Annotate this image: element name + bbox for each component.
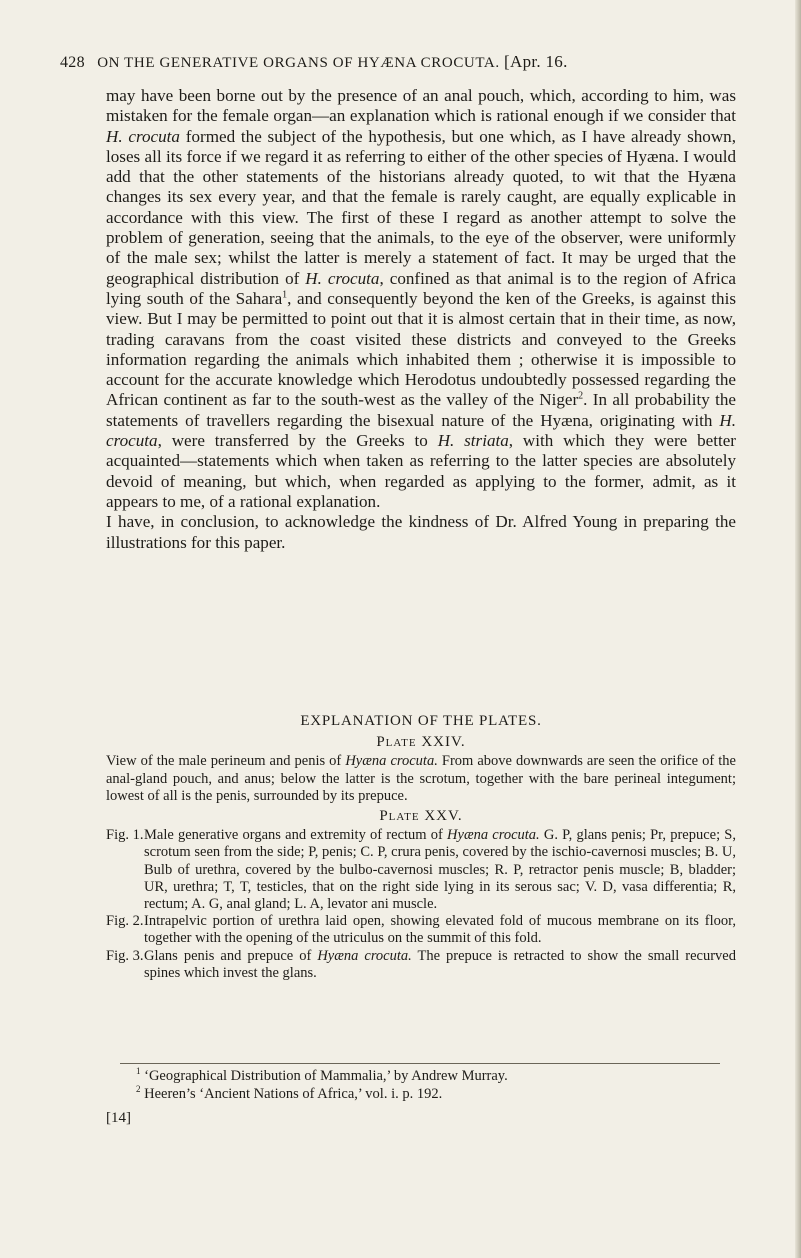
- text-run: The prepuce is retracted to show the small recurved spines which invest the glans.: [144, 947, 736, 981]
- footnote-mark: 2: [136, 1083, 141, 1094]
- figure-text: [144, 948, 736, 982]
- explanation-of-plates: [106, 707, 736, 982]
- footnote-rule: [120, 1063, 720, 1064]
- figure-caption: [106, 948, 736, 982]
- running-title: ON THE GENERATIVE ORGANS OF HYÆNA CROCUTA.: [97, 55, 500, 71]
- body-text: [106, 86, 736, 553]
- footnotes: [106, 1068, 736, 1103]
- footnote-ref[interactable]: 2: [578, 390, 584, 402]
- plate-title: Plate XXV.: [379, 808, 463, 825]
- text-run: Male generative organs and extremity of rectum of: [144, 827, 448, 844]
- text-run: , were transferred by the Greeks to: [157, 431, 438, 451]
- page-number: 428: [60, 54, 85, 71]
- text-run: . In all probability the statements of travellers regarding the bisexual nature of the Hyæna, originating with: [106, 390, 736, 430]
- figure-label: Fig. 3.: [106, 947, 144, 964]
- figure-label: Fig. 2.: [106, 913, 144, 930]
- species-name: Hyæna crocuta.: [317, 947, 412, 964]
- text-run: Glans penis and prepuce of: [144, 947, 318, 964]
- plate-description: [106, 753, 736, 805]
- plate-title: Plate XXIV.: [376, 734, 466, 751]
- text-run: formed the subject of the hypothesis, but one which, as I have already shown, loses all its force if we regard it as referring to either of the other species of Hyæna. I would add that the other statements of the historians already quoted, to wit that the Hyæna changes its sex every year, and that the female is rarely caught, are equally explicable in accordance with this view. The first of these I regard as another attempt to solve the problem of generation, seeing that the animals, to the eye of the observer, were uniformly of the male sex; whilst the latter is merely a statement of fact. It may be urged that the geographical distribution of: [106, 126, 736, 288]
- text-run: may have been borne out by the presence of an anal pouch, which, according to him, was mistaken for the female organ—an explanation which is rational enough if we consider that: [106, 86, 736, 126]
- species-name: H. crocuta: [305, 268, 380, 288]
- footnote-text: Heeren’s ‘Ancient Nations of Africa,’ vol. i. p. 192.: [140, 1085, 443, 1102]
- footnote: [106, 1083, 736, 1104]
- species-name: H. crocuta: [106, 126, 180, 146]
- footnote-ref[interactable]: 1: [282, 289, 288, 301]
- figure-text: Intrapelvic portion of urethra laid open, showing elevated fold of mucous membrane on its floor, together with the opening of the utriculus on the summit of this fold.: [144, 913, 736, 947]
- footnote: [106, 1068, 736, 1086]
- text-run: , confined as that animal is to the region of Africa lying south of the Sahara: [106, 268, 736, 308]
- figure-label: Fig. 1.: [106, 827, 144, 844]
- species-name: Hyæna crocuta.: [345, 753, 438, 770]
- text-run: G. P, glans penis; Pr, prepuce; S, scrotum seen from the side; P, penis; C. P, crura penis, covered by the ischio-cavernosi muscles; B. U, Bulb of urethra, covered by the bulbo-cavernosi muscles; R. P, retractor penis muscle; B, bladder; UR, urethra; T, T, testicles, that on the right side lying in its serous sac; V. D, vasa differentia; R, rectum; A. G, anal gland; L. A, levator ani muscle.: [144, 827, 736, 913]
- paragraph: I have, in conclusion, to acknowledge the kindness of Dr. Alfred Young in preparing the illustrations for this paper.: [106, 512, 736, 552]
- species-name: H. crocuta: [106, 410, 736, 451]
- species-name: H. striata: [437, 431, 509, 451]
- footnote-text: ‘Geographical Distribution of Mammalia,’ by Andrew Murray.: [140, 1068, 508, 1084]
- footnote-mark: 1: [136, 1066, 141, 1077]
- figure-text: [144, 827, 736, 913]
- running-header: [60, 52, 760, 72]
- page-edge-shadow: [795, 0, 801, 1258]
- text-run: , with which they were better acquainted—statements which when taken as referring to the latter species are absolutely devoid of meaning, but which, when regarded as applying to the former, admit, as it appears to me, of a rational explanation.: [106, 431, 736, 511]
- text-run: From above downwards are seen the orifice of the anal-gland pouch, and anus; below the latter is the scrotum, together with the bare perineal integument; lowest of all is the penis, surrounded by its prepuce.: [106, 753, 736, 804]
- header-date: [Apr. 16.: [504, 52, 568, 71]
- section-heading: EXPLANATION OF THE PLATES.: [300, 713, 542, 729]
- paragraph: [106, 86, 736, 512]
- species-name: Hyæna crocuta.: [447, 827, 540, 844]
- text-run: , and consequently beyond the ken of the Greeks, is against this view. But I may be permitted to point out that it is almost certain that in their time, as now, trading caravans from the coast visited these districts and conveyed to the Greeks information regarding the animals which inhabited them ; otherwise it is impossible to account for the accurate knowledge which Herodotus undoubtedly possessed regarding the African continent as far to the south-west as the valley of the Niger: [106, 288, 736, 410]
- signature-mark: [14]: [106, 1110, 131, 1126]
- text-run: View of the male perineum and penis of: [106, 753, 346, 770]
- figure-caption: [106, 827, 736, 913]
- figure-caption: [106, 913, 736, 947]
